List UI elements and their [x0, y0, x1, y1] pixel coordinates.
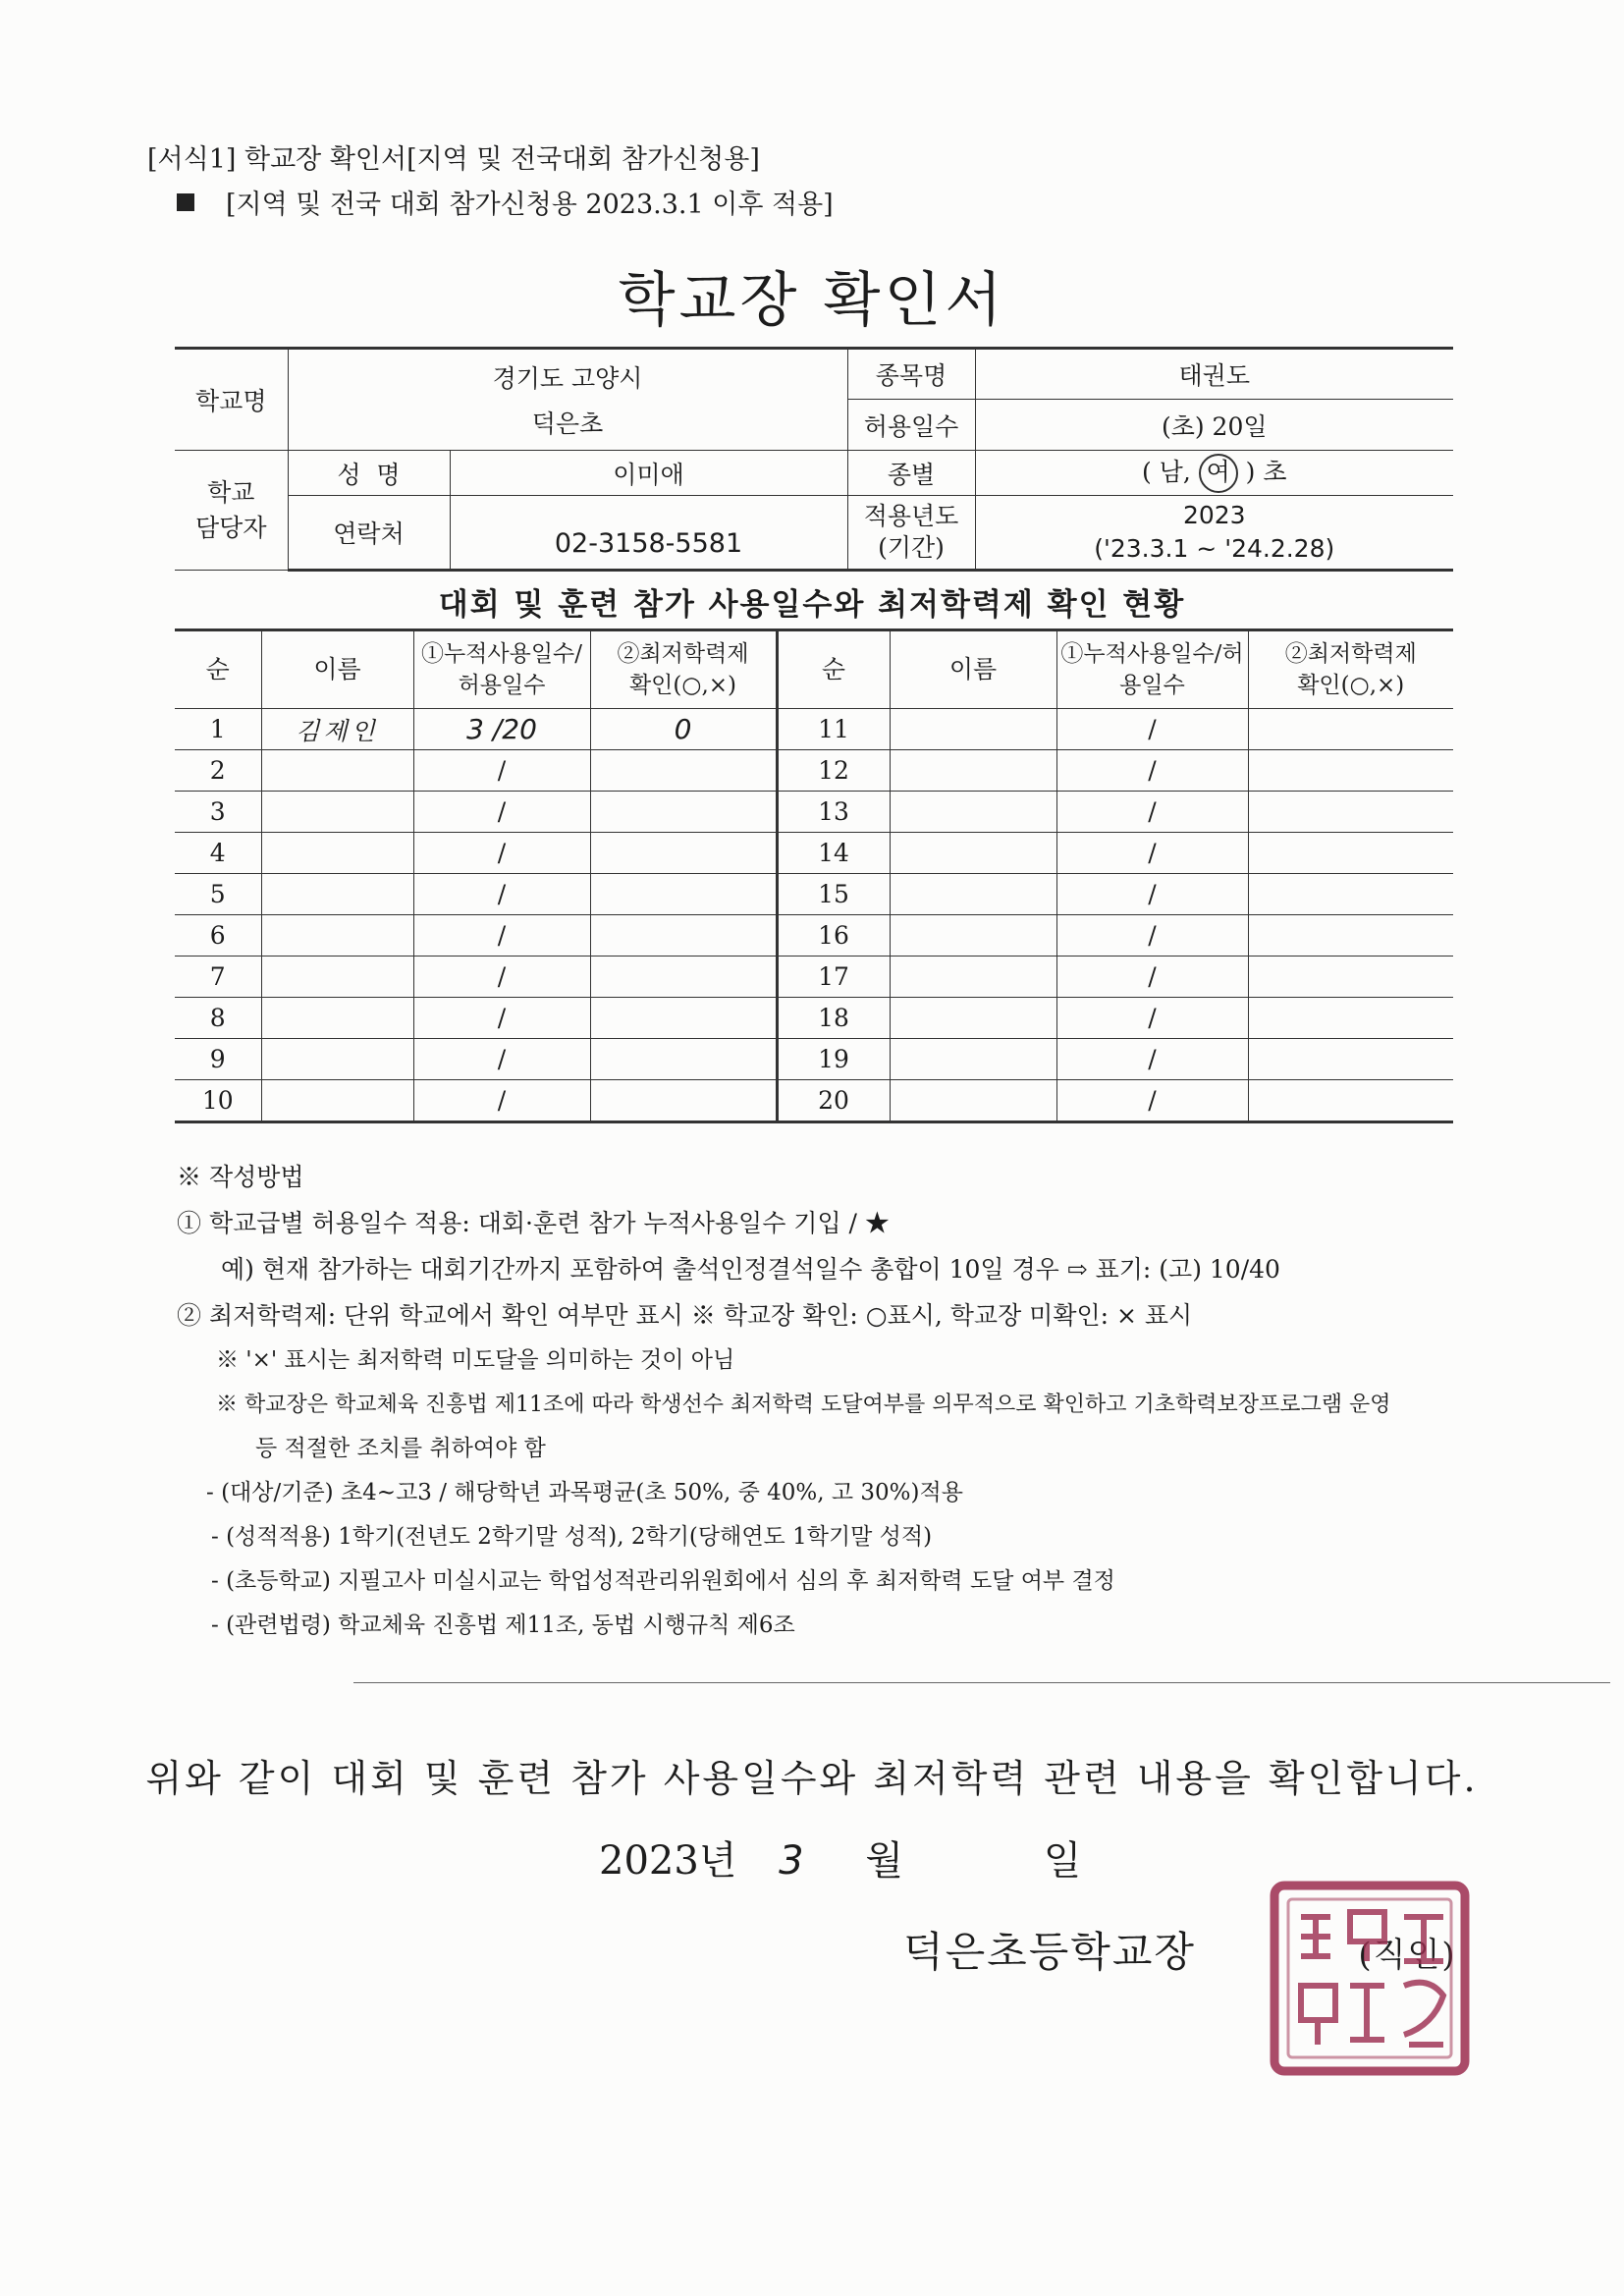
- square-bullet-icon: [177, 193, 194, 211]
- header-name-2: 이름: [890, 630, 1056, 709]
- days-label: 허용일수: [847, 400, 975, 451]
- row-min: [590, 1039, 777, 1080]
- row-days-2: /: [1056, 957, 1248, 998]
- section-subtitle: 대회 및 훈련 참가 사용일수와 최저학력제 확인 현황: [438, 587, 1186, 623]
- row-seq: 1: [175, 709, 261, 750]
- gender-label: 종별: [847, 451, 975, 496]
- header-days: ①누적사용일수/ 허용일수: [413, 630, 590, 709]
- row-days-2: /: [1056, 709, 1248, 750]
- row-days: /: [413, 1080, 590, 1122]
- period-text: ('23.3.1 ~ '24.2.28): [1094, 534, 1335, 563]
- row-min-2: [1248, 792, 1453, 833]
- event-label: 종목명: [847, 349, 975, 400]
- gender-value: ( 남, 여 ) 초: [975, 451, 1453, 496]
- row-name-2: [890, 709, 1056, 750]
- official-seal-stamp: [1267, 1878, 1473, 2079]
- row-days: /: [413, 833, 590, 874]
- row-name-2: [890, 874, 1056, 915]
- school-line1: 경기도 고양시: [492, 364, 643, 393]
- staff-label: 학교 담당자: [175, 451, 288, 571]
- row-min-2: [1248, 998, 1453, 1039]
- note-2-a: ※ '×' 표시는 최저학력 미도달을 의미하는 것이 아님: [216, 1347, 735, 1373]
- row-seq-2: 12: [777, 750, 890, 792]
- row-days-2: /: [1056, 915, 1248, 957]
- header-min-2: ②최저학력제 확인(○,×): [1248, 630, 1453, 709]
- header-name: 이름: [261, 630, 413, 709]
- year-text: 2023: [1182, 501, 1246, 529]
- row-name-2: [890, 792, 1056, 833]
- header-seq-2: 순: [777, 630, 890, 709]
- detail-3: - (초등학교) 지필고사 미실시교는 학업성적관리위원회에서 심의 후 최저학력 도달 여부 결정: [211, 1568, 1115, 1594]
- row-days: /: [413, 998, 590, 1039]
- row-min-2: [1248, 957, 1453, 998]
- row-seq: 10: [175, 1080, 261, 1122]
- note-2: ② 최저학력제: 단위 학교에서 확인 여부만 표시 ※ 학교장 확인: ○표시, 학교장 미확인: × 표시: [177, 1301, 1193, 1330]
- name-value: 이미애: [450, 451, 847, 496]
- row-days-2: /: [1056, 792, 1248, 833]
- row-seq: 3: [175, 792, 261, 833]
- table-row: [175, 709, 1453, 750]
- row-days-2: /: [1056, 874, 1248, 915]
- row-name: 김제인: [261, 709, 413, 750]
- row-min: [590, 750, 777, 792]
- row-min-2: [1248, 709, 1453, 750]
- row-name: [261, 792, 413, 833]
- row-seq: 7: [175, 957, 261, 998]
- row-seq: 5: [175, 874, 261, 915]
- row-min-2: [1248, 915, 1453, 957]
- row-name: [261, 1080, 413, 1122]
- row-min-2: [1248, 750, 1453, 792]
- table-row: [175, 1039, 1453, 1080]
- header-seq: 순: [175, 630, 261, 709]
- table-header-row: [175, 630, 1453, 709]
- row-seq-2: 11: [777, 709, 890, 750]
- row-seq-2: 15: [777, 874, 890, 915]
- row-min: [590, 874, 777, 915]
- school-line2: 덕은초: [531, 410, 604, 438]
- year-label: 적용년도 (기간): [847, 496, 975, 571]
- page-title: 학교장 확인서: [618, 266, 1006, 335]
- row-seq-2: 20: [777, 1080, 890, 1122]
- row-name: [261, 957, 413, 998]
- row-days-2: /: [1056, 1080, 1248, 1122]
- principal-text: 덕은초등학교장: [903, 1928, 1197, 1976]
- note-1-example: 예) 현재 참가하는 대회기간까지 포함하여 출석인정결석일수 총합이 10일 경우 ⇨ 표기: (고) 10/40: [221, 1255, 1280, 1284]
- table-row: [175, 957, 1453, 998]
- contact-value: 02-3158-5581: [450, 496, 847, 571]
- table-row: [175, 998, 1453, 1039]
- row-days-2: /: [1056, 1039, 1248, 1080]
- note-2-b: ※ 학교장은 학교체육 진흥법 제11조에 따라 학생선수 최저학력 도달여부를 의무적으로 확인하고 기초학력보장프로그램 운영: [216, 1393, 1391, 1417]
- instructions: [177, 1154, 1473, 1648]
- status-table: [175, 629, 1453, 1123]
- row-seq: 6: [175, 915, 261, 957]
- school-value: [288, 349, 847, 451]
- row-min-2: [1248, 1039, 1453, 1080]
- detail-2: - (성적적용) 1학기(전년도 2학기말 성적), 2학기(당해연도 1학기말 성적): [211, 1524, 933, 1550]
- row-min: 0: [590, 709, 777, 750]
- row-seq-2: 17: [777, 957, 890, 998]
- row-seq-2: 19: [777, 1039, 890, 1080]
- form-title-line: [서식1] 학교장 확인서[지역 및 전국대회 참가신청용]: [147, 144, 760, 175]
- confirmation-statement: 위와 같이 대회 및 훈련 참가 사용일수와 최저학력 관련 내용을 확인합니다.: [145, 1757, 1479, 1800]
- row-name-2: [890, 1039, 1056, 1080]
- school-label: 학교명: [175, 349, 288, 451]
- note-1: ① 학교급별 허용일수 적용: 대회·훈련 참가 누적사용일수 기입 / ★: [177, 1209, 890, 1237]
- row-days: /: [413, 957, 590, 998]
- row-name: [261, 1039, 413, 1080]
- note-2-b-cont: 등 적절한 조치를 취하여야 함: [255, 1436, 546, 1461]
- row-seq-2: 18: [777, 998, 890, 1039]
- row-seq: 2: [175, 750, 261, 792]
- row-min: [590, 915, 777, 957]
- row-name-2: [890, 750, 1056, 792]
- date-line: [599, 1830, 1081, 1886]
- header-days-2: ①누적사용일수/허 용일수: [1056, 630, 1248, 709]
- row-name: [261, 874, 413, 915]
- table-row: [175, 792, 1453, 833]
- row-days: /: [413, 1039, 590, 1080]
- contact-label: 연락처: [288, 496, 450, 571]
- table-row: [175, 833, 1453, 874]
- row-days: /: [413, 874, 590, 915]
- row-name-2: [890, 998, 1056, 1039]
- row-seq-2: 13: [777, 792, 890, 833]
- row-name: [261, 833, 413, 874]
- date-month: 3: [779, 1838, 804, 1884]
- table-row: [175, 915, 1453, 957]
- apply-line: [177, 183, 834, 221]
- date-year: 2023년: [599, 1838, 737, 1884]
- row-days-2: /: [1056, 750, 1248, 792]
- selected-female-circle: 여: [1199, 454, 1238, 493]
- days-value: (초) 20일: [975, 400, 1453, 451]
- divider: [353, 1682, 1610, 1683]
- info-table: [175, 347, 1453, 572]
- row-name: [261, 750, 413, 792]
- row-days: 3 /20: [413, 709, 590, 750]
- row-seq: 8: [175, 998, 261, 1039]
- apply-line-text: [지역 및 전국 대회 참가신청용 2023.3.1 이후 적용]: [226, 190, 834, 220]
- table-row: [175, 750, 1453, 792]
- row-min-2: [1248, 874, 1453, 915]
- row-min: [590, 998, 777, 1039]
- row-name: [261, 915, 413, 957]
- row-days: /: [413, 915, 590, 957]
- row-name: [261, 998, 413, 1039]
- row-min: [590, 957, 777, 998]
- notes-heading: ※ 작성방법: [177, 1163, 304, 1191]
- row-days: /: [413, 750, 590, 792]
- row-seq-2: 16: [777, 915, 890, 957]
- row-min: [590, 833, 777, 874]
- row-name-2: [890, 833, 1056, 874]
- row-name-2: [890, 915, 1056, 957]
- detail-4: - (관련법령) 학교체육 진흥법 제11조, 동법 시행규칙 제6조: [211, 1613, 795, 1638]
- name-label: 성 명: [288, 451, 450, 496]
- row-days: /: [413, 792, 590, 833]
- row-min-2: [1248, 833, 1453, 874]
- row-days-2: /: [1056, 833, 1248, 874]
- date-day-label: 일: [1043, 1838, 1082, 1884]
- row-seq: 4: [175, 833, 261, 874]
- row-min: [590, 1080, 777, 1122]
- date-month-label: 월: [865, 1838, 903, 1884]
- table-row: [175, 1080, 1453, 1122]
- row-seq-2: 14: [777, 833, 890, 874]
- row-min-2: [1248, 1080, 1453, 1122]
- detail-1: - (대상/기준) 초4~고3 / 해당학년 과목평균(초 50%, 중 40%, 고 30%)적용: [206, 1480, 963, 1505]
- seal-label: (직인): [1358, 1936, 1457, 1975]
- event-value: 태권도: [975, 349, 1453, 400]
- table-row: [175, 874, 1453, 915]
- year-value: [975, 496, 1453, 571]
- row-days-2: /: [1056, 998, 1248, 1039]
- header-min: ②최저학력제 확인(○,×): [590, 630, 777, 709]
- row-name-2: [890, 957, 1056, 998]
- row-seq: 9: [175, 1039, 261, 1080]
- row-min: [590, 792, 777, 833]
- row-name-2: [890, 1080, 1056, 1122]
